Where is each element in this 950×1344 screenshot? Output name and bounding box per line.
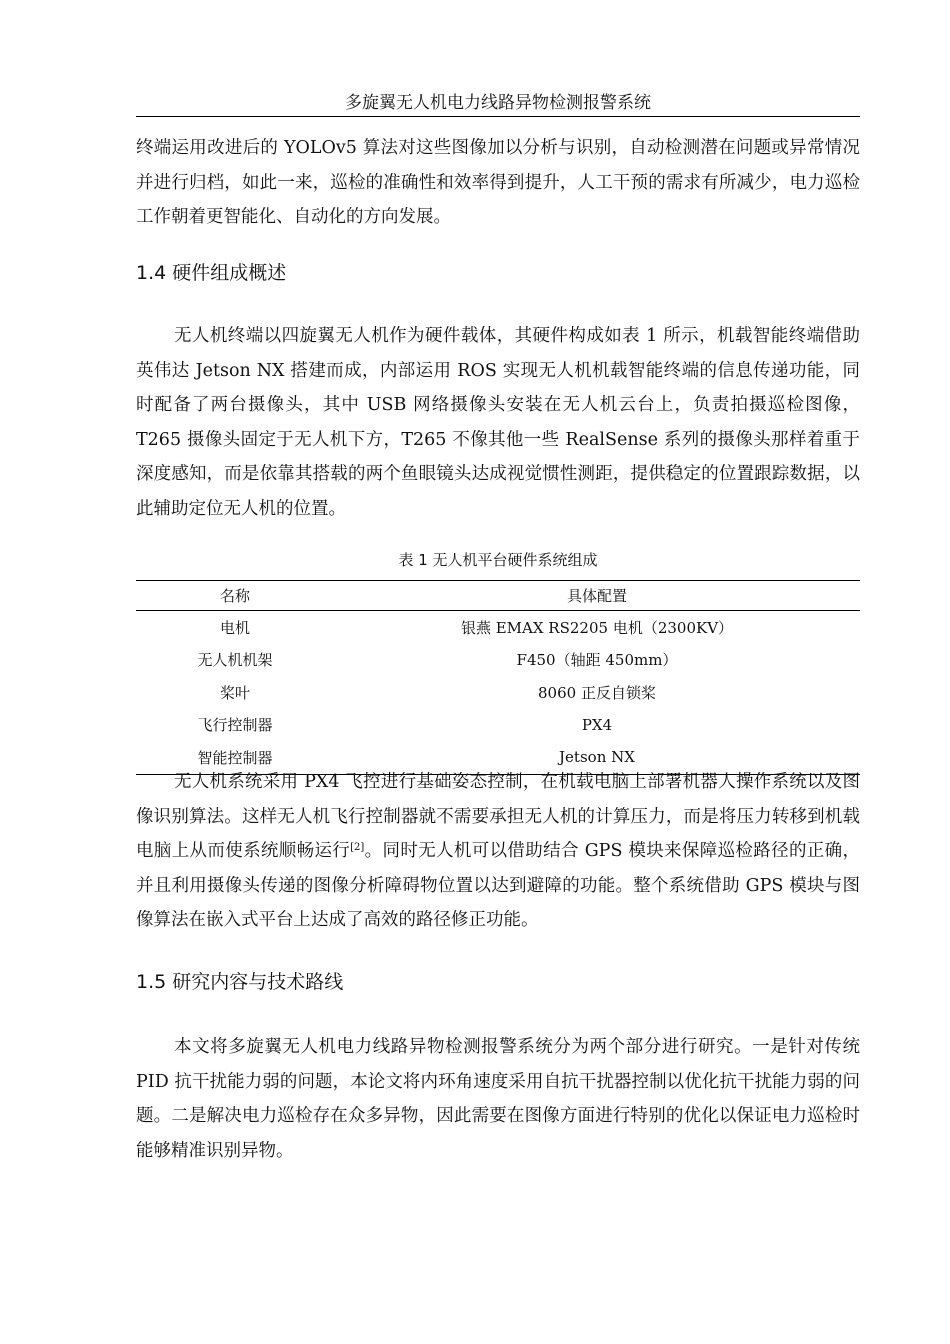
paragraph-intro-continuation: 终端运用改进后的 YOLOv5 算法对这些图像加以分析与识别，自动检测潜在问题或异常情况并进行归档，如此一来，巡检的准确性和效率得到提升，人工干预的需求有所减少，电力巡检工作朝着更智能化、自动化的方向发展。 xyxy=(136,138,860,227)
paragraph-system-control xyxy=(136,765,860,938)
table-header-config: 具体配置 xyxy=(334,581,860,611)
header-rule xyxy=(136,116,860,117)
paragraph-system-control-part2: 。同时无人机可以借助结合 GPS 模块来保障巡检路径的正确，并且利用摄像头传递的图像分析障碍物位置以达到避障的功能。整个系统借助 GPS 模块与图像算法在嵌入式平台上达成了高效的路径修正功能。 xyxy=(136,841,860,930)
table-cell-name: 飞行控制器 xyxy=(197,716,273,735)
table-row xyxy=(136,611,860,644)
table-cell-config: 8060 正反自锁桨 xyxy=(538,683,656,702)
table-row xyxy=(136,676,860,709)
paragraph-research-content: 本文将多旋翼无人机电力线路异物检测报警系统分为两个部分进行研究。一是针对传统 PID 抗干扰能力弱的问题，本论文将内环角速度采用自抗干扰器控制以优化抗干扰能力弱的问题。二是解决电力巡检存在众多异物，因此需要在图像方面进行特别的优化以保证电力巡检时能够精准识别异物。 xyxy=(136,1037,860,1161)
paragraph-hardware-overview: 无人机终端以四旋翼无人机作为硬件载体，其硬件构成如表 1 所示，机载智能终端借助英伟达 Jetson NX 搭建而成，内部运用 ROS 实现无人机机载智能终端的信息传递功能，同时配备了两台摄像头，其中 USB 网络摄像头安装在无人机云台上，负责拍摄巡检图像，T265 摄像头固定于无人机下方，T265 不像其他一些 RealSense 系列的摄像头那样着重于深度感知，而是依靠其搭载的两个鱼眼镜头达成视觉惯性测距，提供稳定的位置跟踪数据，以此辅助定位无人机的位置。 xyxy=(136,326,860,519)
page-header-title: 多旋翼无人机电力线路异物检测报警系统 xyxy=(345,93,651,113)
table-header-row xyxy=(136,581,860,611)
table-cell-config: Jetson NX xyxy=(334,741,860,774)
citation-ref-2: [2] xyxy=(350,842,365,853)
table-cell-config: PX4 xyxy=(581,715,613,734)
table-row xyxy=(136,709,860,742)
section-heading-1-5: 1.5 研究内容与技术路线 xyxy=(136,971,344,993)
paragraph-system-control-part1: 无人机系统采用 PX4 飞控进行基础姿态控制，在机载电脑上部署机器人操作系统以及图像识别算法。这样无人机飞行控制器就不需要承担无人机的计算压力，而是将压力转移到机载电脑上从而使系统顺畅运行 xyxy=(136,772,860,861)
table-cell-name: 电机 xyxy=(219,618,250,637)
table-caption: 表 1 无人机平台硬件系统组成 xyxy=(398,551,598,569)
table-cell-config: F450（轴距 450mm） xyxy=(516,651,678,670)
table-row xyxy=(136,644,860,677)
table-cell-name: 智能控制器 xyxy=(136,741,334,774)
table-cell-config: 银燕 EMAX RS2205 电机（2300KV） xyxy=(460,618,734,637)
table-cell-name: 无人机机架 xyxy=(197,651,273,670)
hardware-table xyxy=(136,580,860,775)
table-header-name: 名称 xyxy=(136,581,334,611)
table-cell-name: 桨叶 xyxy=(219,683,250,702)
section-heading-1-4: 1.4 硬件组成概述 xyxy=(136,262,287,284)
